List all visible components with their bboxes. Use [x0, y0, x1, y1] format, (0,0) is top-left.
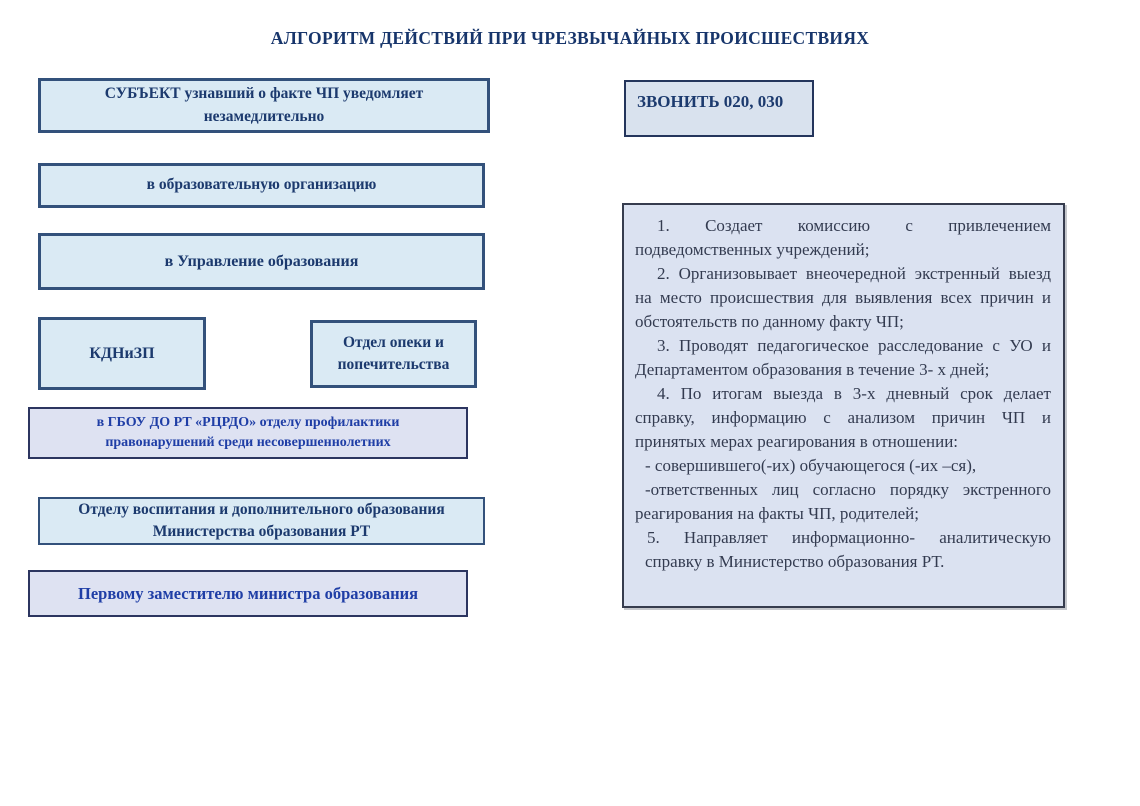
flow-box-subject: СУБЪЕКТ узнавший о факте ЧП уведомляет незамедлительно: [38, 78, 490, 133]
actions-item-4: 4. По итогам выезда в 3-х дневный срок делает справку, информацию с анализом причин ЧП и принятых мерах реагирования в отношении:: [635, 384, 1051, 451]
actions-list-box: [622, 203, 1065, 608]
flow-box-first-deputy-minister: Первому заместителю министра образования: [28, 570, 468, 617]
actions-item-1: 1. Создает комиссию с привлечением подведомственных учреждений;: [635, 216, 1051, 259]
actions-subitem-offenders: - совершившего(-их) обучающегося (-их –ся),: [645, 456, 977, 475]
flow-box-kdnizp: КДНиЗП: [38, 317, 206, 390]
actions-item-2: 2. Организовывает внеочередной экстренный выезд на место происшествия для выявления всех причин и обстоятельств по данному факту ЧП;: [635, 264, 1051, 331]
actions-item-3: 3. Проводят педагогическое расследование с УО и Департаментом образования в течение 3- х дней;: [635, 336, 1051, 379]
actions-subitem-responsible: -ответственных лиц согласно порядку экстренного реагирования на факты ЧП, родителей;: [635, 480, 1051, 523]
flow-box-education-department: в Управление образования: [38, 233, 485, 290]
page-title: АЛГОРИТМ ДЕЙСТВИЙ ПРИ ЧРЕЗВЫЧАЙНЫХ ПРОИСШЕСТВИЯХ: [270, 28, 870, 48]
flow-box-educational-organization: в образовательную организацию: [38, 163, 485, 208]
flow-box-gbou-rcrdo: в ГБОУ ДО РТ «РЦРДО» отделу профилактики правонарушений среди несовершеннолетних: [28, 407, 468, 459]
call-numbers-box: ЗВОНИТЬ 020, 030: [624, 80, 814, 137]
actions-item-5: 5. Направляет информационно- аналитическую справку в Министерство образования РТ.: [645, 528, 1051, 571]
flow-box-guardianship-department: Отдел опеки и попечительства: [310, 320, 477, 388]
flow-box-upbringing-department: Отделу воспитания и дополнительного образования Министерства образования РТ: [38, 497, 485, 545]
